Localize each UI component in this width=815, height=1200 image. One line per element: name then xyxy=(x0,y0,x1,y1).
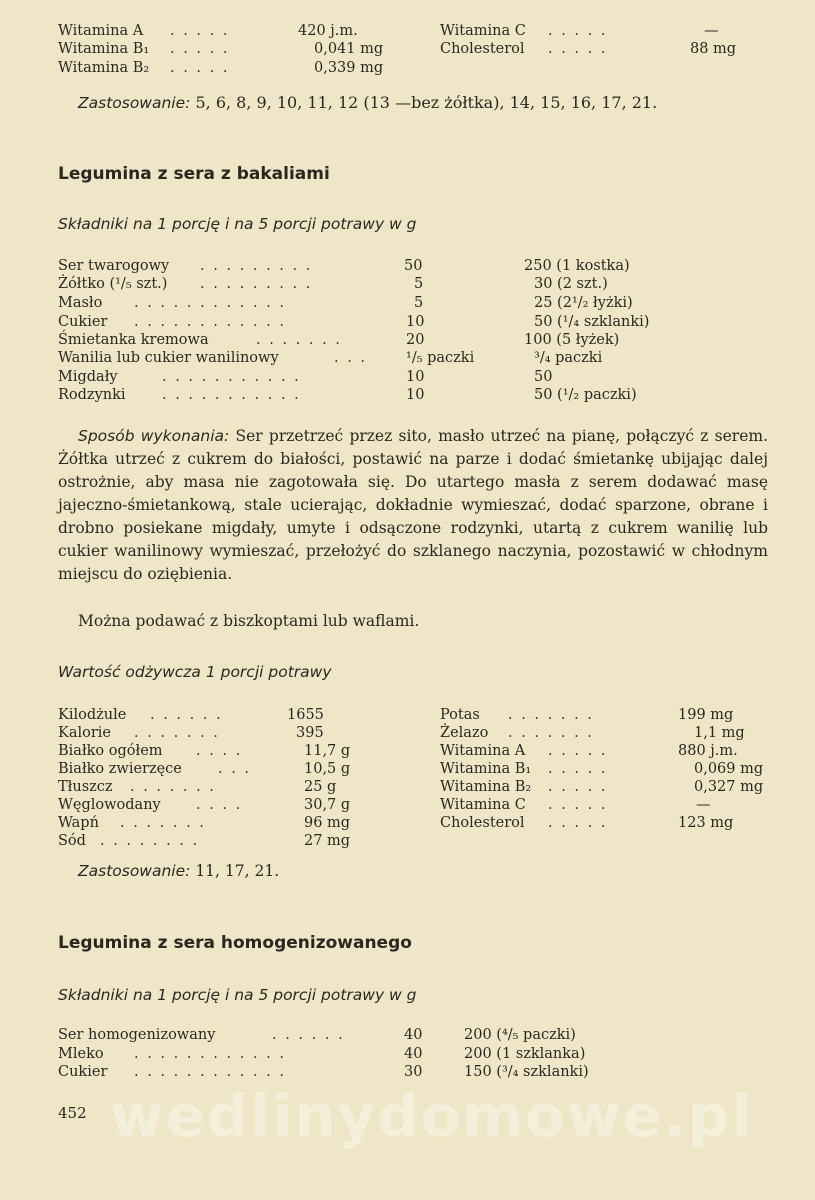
ingredient-row xyxy=(0,349,815,367)
leader-dots: . . . . . xyxy=(548,41,608,57)
ingredient-name: Żółtko (¹/₅ szt.) xyxy=(58,276,168,292)
recipe-title: Legumina z sera z bakaliami xyxy=(58,164,330,184)
ingredient-name: Ser homogenizowany xyxy=(58,1027,216,1043)
ingredient-name: Migdały xyxy=(58,369,118,385)
qty-five: 50 (¹/₂ paczki) xyxy=(534,387,637,403)
leader-dots: . . . . . . . xyxy=(256,332,342,348)
nutrient-label: Witamina A xyxy=(440,743,526,759)
nutrient-label: Białko ogółem xyxy=(58,743,163,759)
leader-dots: . . . . . xyxy=(548,23,608,39)
ingredient-row xyxy=(0,368,815,386)
leader-dots: . . . . . . . . . . . . xyxy=(134,295,287,311)
nutrient-label: Sód xyxy=(58,833,86,849)
leader-dots: . . . . . xyxy=(170,60,230,76)
nutrient-value: 88 mg xyxy=(690,41,737,57)
nutrient-label: Żelazo xyxy=(440,725,489,741)
nutrient-label: Witamina B₂ xyxy=(440,779,532,795)
leader-dots: . . . . . . . xyxy=(130,779,216,795)
ingredient-name: Śmietanka kremowa xyxy=(58,332,209,348)
ingredients-heading: Składniki na 1 porcję i na 5 porcji potrawy w g xyxy=(58,986,417,1004)
leader-dots: . . . . . . . xyxy=(508,707,594,723)
nutrition-row xyxy=(0,59,815,77)
nutrient-label: Witamina B₂ xyxy=(58,60,150,76)
page-number: 452 xyxy=(58,1104,87,1122)
leader-dots: . . . . xyxy=(196,743,243,759)
qty-five: 25 (2¹/₂ łyżki) xyxy=(534,295,633,311)
usage-label: Zastosowanie: xyxy=(78,862,191,880)
leader-dots: . . . . . . xyxy=(150,707,223,723)
ingredient-row xyxy=(0,257,815,275)
nutrition-row xyxy=(0,832,815,850)
leader-dots: . . . xyxy=(218,761,252,777)
nutrient-label: Witamina B₁ xyxy=(440,761,532,777)
usage-value: 5, 6, 8, 9, 10, 11, 12 (13 —bez żółtka), 14, 15, 16, 17, 21. xyxy=(195,93,658,112)
nutrient-value: 11,7 g xyxy=(304,743,351,759)
qty-single: 10 xyxy=(406,314,425,330)
qty-single: 5 xyxy=(414,295,424,311)
nutrient-value: 30,7 g xyxy=(304,797,351,813)
nutrition-row xyxy=(0,724,815,742)
nutrient-label: Witamina C xyxy=(440,797,526,813)
nutrient-label: Wapń xyxy=(58,815,99,831)
qty-single: 10 xyxy=(406,369,425,385)
qty-single: 30 xyxy=(404,1064,423,1080)
ingredient-name: Masło xyxy=(58,295,103,311)
watermark: wedlinydomowe.pl xyxy=(110,1082,754,1150)
ingredient-row xyxy=(0,1063,815,1081)
nutrient-label: Witamina B₁ xyxy=(58,41,150,57)
qty-five: 200 (1 szklanka) xyxy=(464,1046,586,1062)
method-paragraph xyxy=(58,425,768,586)
nutrition-row xyxy=(0,706,815,724)
qty-five: 150 (³/₄ szklanki) xyxy=(464,1064,589,1080)
ingredient-row xyxy=(0,331,815,349)
method-label: Sposób wykonania: xyxy=(78,427,230,445)
leader-dots: . . . . xyxy=(196,797,243,813)
nutrient-value: 0,327 mg xyxy=(694,779,764,795)
recipe-title: Legumina z sera homogenizowanego xyxy=(58,933,412,953)
leader-dots: . . . . . . . xyxy=(120,815,206,831)
ingredient-row xyxy=(0,294,815,312)
nutrition-row xyxy=(0,778,815,796)
nutrition-row xyxy=(0,796,815,814)
leader-dots: . . . . . xyxy=(170,41,230,57)
leader-dots: . . . . . xyxy=(548,815,608,831)
leader-dots: . . . . . . . . . xyxy=(200,276,313,292)
leader-dots: . . . . . . . xyxy=(508,725,594,741)
qty-single: 5 xyxy=(414,276,424,292)
ingredients-heading: Składniki na 1 porcję i na 5 porcji potrawy w g xyxy=(58,215,417,233)
leader-dots: . . . . . . xyxy=(272,1027,345,1043)
nutrient-value: 0,041 mg xyxy=(314,41,384,57)
nutrient-label: Potas xyxy=(440,707,480,723)
leader-dots: . . . . . . . . . . . . xyxy=(134,1064,287,1080)
leader-dots: . . . . . . . . . . . xyxy=(162,369,301,385)
nutrient-label: Witamina A xyxy=(58,23,144,39)
leader-dots: . . . xyxy=(334,350,368,366)
nutrient-value: 1655 xyxy=(287,707,324,723)
nutrient-value: 27 mg xyxy=(304,833,351,849)
nutrient-value: 96 mg xyxy=(304,815,351,831)
nutrient-value: 0,339 mg xyxy=(314,60,384,76)
nutrient-label: Białko zwierzęce xyxy=(58,761,182,777)
nutrient-value: 0,069 mg xyxy=(694,761,764,777)
qty-five: 200 (⁴/₅ paczki) xyxy=(464,1027,576,1043)
qty-single: 40 xyxy=(404,1027,423,1043)
qty-five: 30 (2 szt.) xyxy=(534,276,608,292)
nutrient-value: 10,5 g xyxy=(304,761,351,777)
nutrient-label: Tłuszcz xyxy=(58,779,113,795)
leader-dots: . . . . . xyxy=(548,743,608,759)
nutrition-row xyxy=(0,742,815,760)
usage-line xyxy=(78,862,279,880)
leader-dots: . . . . . xyxy=(170,23,230,39)
leader-dots: . . . . . xyxy=(548,779,608,795)
nutrient-value: — xyxy=(696,797,711,813)
nutrient-value: 420 j.m. xyxy=(298,23,358,39)
nutrition-row xyxy=(0,760,815,778)
leader-dots: . . . . . . . . . . . . xyxy=(134,1046,287,1062)
qty-five: 250 (1 kostka) xyxy=(524,258,630,274)
ingredient-name: Rodzynki xyxy=(58,387,126,403)
nutrient-value: 199 mg xyxy=(678,707,734,723)
nutrient-value: 395 xyxy=(296,725,324,741)
nutrition-heading: Wartość odżywcza 1 porcji potrawy xyxy=(58,663,332,681)
nutrient-label: Cholesterol xyxy=(440,815,525,831)
serving-note: Można podawać z biszkoptami lub waflami. xyxy=(78,612,420,630)
usage-line xyxy=(78,94,657,112)
nutrient-value: 880 j.m. xyxy=(678,743,738,759)
leader-dots: . . . . . . . . . . . xyxy=(162,387,301,403)
ingredient-name: Wanilia lub cukier wanilinowy xyxy=(58,350,279,366)
qty-single: 10 xyxy=(406,387,425,403)
ingredient-name: Cukier xyxy=(58,1064,108,1080)
qty-five: 50 (¹/₄ szklanki) xyxy=(534,314,650,330)
nutrient-label: Kilodżule xyxy=(58,707,127,723)
nutrient-value: 123 mg xyxy=(678,815,734,831)
nutrient-value: — xyxy=(704,23,719,39)
ingredient-row xyxy=(0,313,815,331)
qty-single: ¹/₅ paczki xyxy=(406,350,475,366)
nutrient-label: Kalorie xyxy=(58,725,111,741)
ingredient-name: Ser twarogowy xyxy=(58,258,170,274)
leader-dots: . . . . . xyxy=(548,797,608,813)
nutrient-label: Witamina C xyxy=(440,23,526,39)
method-text: Ser przetrzeć przez sito, masło utrzeć na pianę, połączyć z serem. Żółtka utrzeć z cukrem do białości, postawić na parze i dodać śmietankę ubijając dalej ostrożnie, aby masa nie zagotowała się. Do utartego masła z serem dodawać masę jajeczno-śmietankową, stale ucierając, dokładnie wymieszać, dodać sparzone, obrane i drobno posiekane migdały, umyte i odsączone rodzynki, utartą z cukrem wanilię lub cukier wanilinowy wymieszać, przełożyć do szklanego naczynia, pozostawić w chłodnym miejscu do oziębienia. xyxy=(58,427,768,583)
ingredient-row xyxy=(0,275,815,293)
qty-single: 20 xyxy=(406,332,425,348)
usage-label: Zastosowanie: xyxy=(78,94,191,112)
leader-dots: . . . . . . . . . . . . xyxy=(134,314,287,330)
qty-five: 50 xyxy=(534,369,553,385)
ingredient-name: Mleko xyxy=(58,1046,104,1062)
usage-value: 11, 17, 21. xyxy=(195,862,280,880)
ingredient-row xyxy=(0,1045,815,1063)
qty-single: 50 xyxy=(404,258,423,274)
leader-dots: . . . . . xyxy=(548,761,608,777)
qty-five: 100 (5 łyżek) xyxy=(524,332,620,348)
ingredient-name: Cukier xyxy=(58,314,108,330)
qty-five: ³/₄ paczki xyxy=(534,350,603,366)
nutrient-value: 1,1 mg xyxy=(694,725,745,741)
leader-dots: . . . . . . . xyxy=(134,725,220,741)
ingredient-row xyxy=(0,386,815,404)
qty-single: 40 xyxy=(404,1046,423,1062)
nutrition-row xyxy=(0,22,815,40)
nutrient-label: Węglowodany xyxy=(58,797,161,813)
nutrient-value: 25 g xyxy=(304,779,337,795)
nutrition-row xyxy=(0,814,815,832)
leader-dots: . . . . . . . . . xyxy=(200,258,313,274)
nutrition-row xyxy=(0,40,815,58)
leader-dots: . . . . . . . . xyxy=(100,833,200,849)
ingredient-row xyxy=(0,1026,815,1044)
nutrient-label: Cholesterol xyxy=(440,41,525,57)
